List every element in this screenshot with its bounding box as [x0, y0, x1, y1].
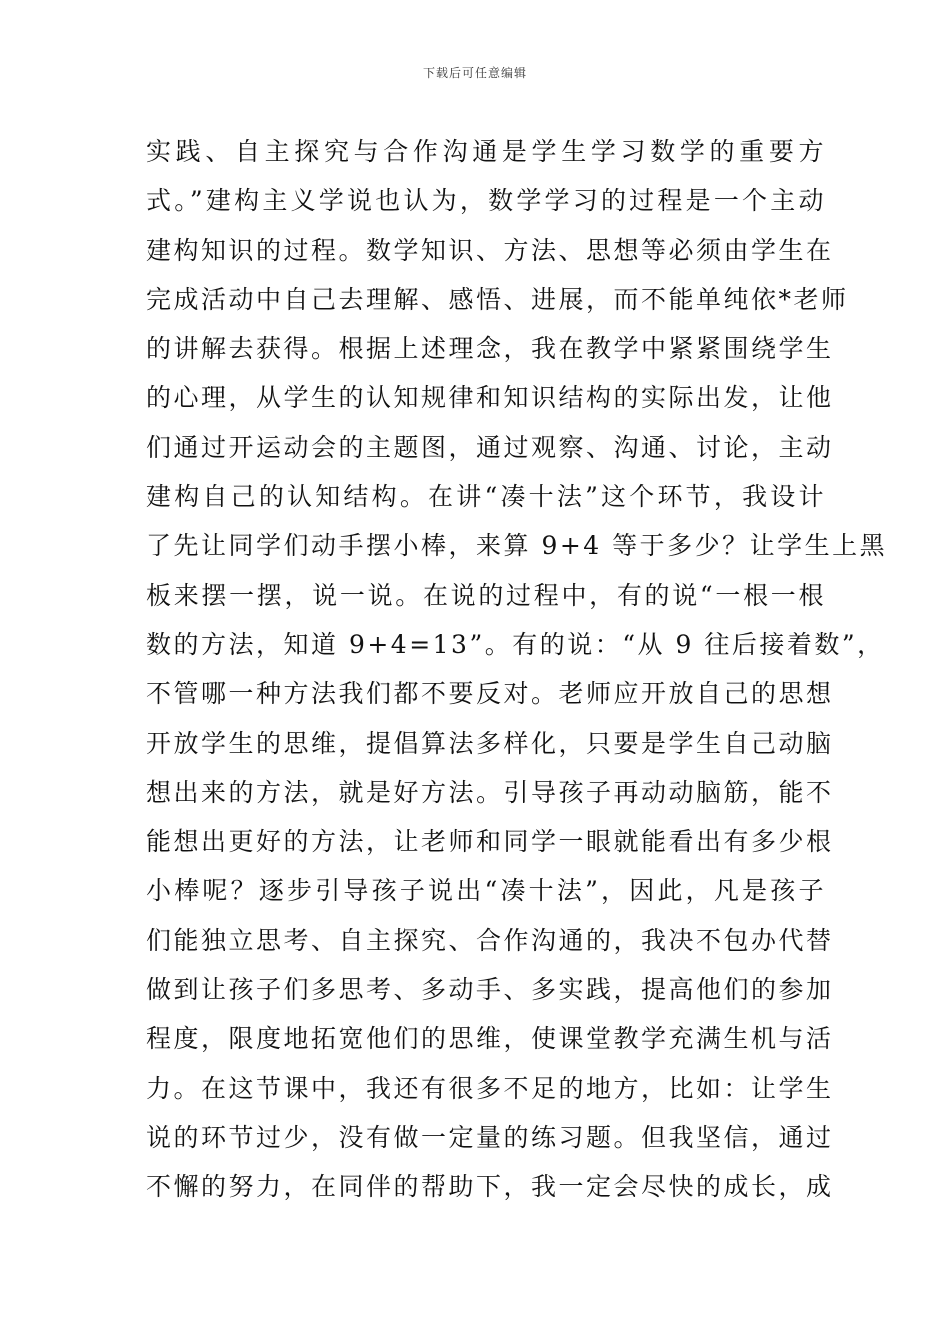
text-line: 力。在这节课中，我还有很多不足的地方，比如：让学生 — [146, 1073, 834, 1103]
text-line: 做到让孩子们多思考、多动手、多实践，提高他们的参加 — [146, 975, 834, 1005]
text-line: 小棒呢？逐步引导孩子说出“凑十法”，因此，凡是孩子 — [146, 876, 826, 906]
page-header: 下载后可任意编辑 — [422, 66, 527, 80]
text-line: 的心理，从学生的认知规律和知识结构的实际出发，让他 — [146, 383, 834, 413]
body-paragraph — [146, 127, 888, 1212]
text-line: 建构知识的过程。数学知识、方法、思想等必须由学生在 — [146, 235, 834, 265]
text-line: 的讲解去获得。根据上述理念，我在教学中紧紧围绕学生 — [146, 334, 834, 364]
text-line: 实践、自主探究与合作沟通是学生学习数学的重要方 — [146, 137, 826, 166]
text-line: 建构自己的认知结构。在讲“凑十法”这个环节，我设计 — [146, 482, 826, 512]
text-line: 不管哪一种方法我们都不要反对。老师应开放自己的思想 — [146, 679, 834, 709]
text-line: 式。”建构主义学说也认为，数学学习的过程是一个主动 — [146, 186, 826, 216]
text-line: 完成活动中自己去理解、感悟、进展，而不能单纯依*老师 — [146, 284, 849, 314]
text-line: 不懈的努力，在同伴的帮助下，我一定会尽快的成长，成 — [146, 1172, 834, 1202]
text-line: 说的环节过少，没有做一定量的练习题。但我坚信，通过 — [146, 1122, 834, 1152]
text-line: 数的方法，知道 9+4=13”。有的说：“从 9 往后接着数”， — [146, 629, 885, 659]
text-line: 想出来的方法，就是好方法。引导孩子再动动脑筋，能不 — [146, 777, 834, 807]
text-line: 能想出更好的方法，让老师和同学一眼就能看出有多少根 — [146, 827, 834, 857]
text-line: 们能独立思考、自主探究、合作沟通的，我决不包办代替 — [146, 925, 834, 955]
text-line: 开放学生的思维，提倡算法多样化，只要是学生自己动脑 — [146, 728, 834, 758]
text-line: 板来摆一摆，说一说。在说的过程中，有的说“一根一根 — [146, 580, 826, 610]
text-line: 们通过开运动会的主题图，通过观察、沟通、讨论，主动 — [146, 432, 834, 462]
text-line: 程度，限度地拓宽他们的思维，使课堂教学充满生机与活 — [146, 1024, 834, 1054]
text-line: 了先让同学们动手摆小棒，来算 9+4 等于多少？让学生上黑 — [146, 531, 888, 561]
